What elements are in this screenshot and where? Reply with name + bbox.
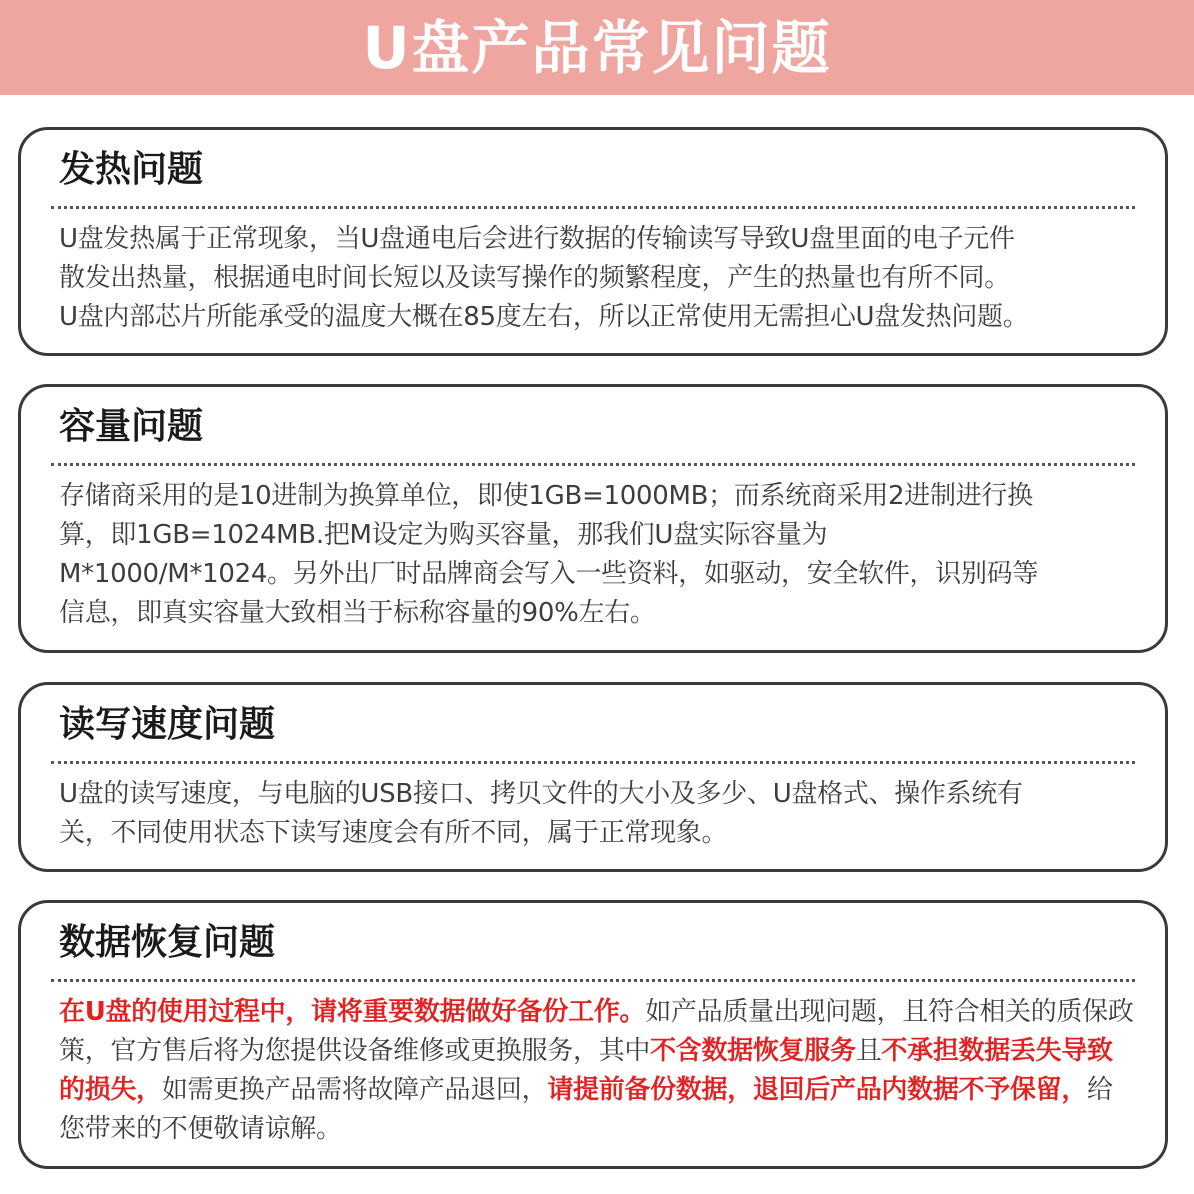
body-text: 如需更换产品需将故障产品退回， [161,1075,548,1105]
warning-text: 在U盘的使用过程中，请将重要数据做好备份工作。 [59,997,646,1027]
section-body [59,993,1135,1149]
dotted-divider [51,463,1135,466]
faq-card-capacity [18,384,1168,653]
section-title: 容量问题 [59,406,204,447]
page-title: U盘产品常见问题 [362,13,832,82]
dotted-divider [51,206,1135,209]
warning-text: 不含数据恢复服务 [650,1036,856,1066]
body-line: U盘发热属于正常现象，当U盘通电后会进行数据的传输读写导致U盘里面的电子元件 [59,224,1015,254]
dotted-divider [51,761,1135,764]
body-line: 散发出热量，根据通电时间长短以及读写操作的频繁程度，产生的热量也有所不同。 [59,263,1010,293]
body-line: M*1000/M*1024。另外出厂时品牌商会写入一些资料，如驱动，安全软件，识别码等 [59,559,1039,589]
title-banner [0,0,1194,95]
dotted-divider [51,979,1135,982]
body-line: 信息，即真实容量大致相当于标称容量的90%左右。 [59,598,656,628]
faq-card-recovery [18,900,1168,1169]
body-line: U盘的读写速度，与电脑的USB接口、拷贝文件的大小及多少、U盘格式、操作系统有 [59,779,1023,809]
section-title: 发热问题 [59,149,204,190]
body-line: U盘内部芯片所能承受的温度大概在85度左右，所以正常使用无需担心U盘发热问题。 [59,302,1029,332]
section-title: 读写速度问题 [59,704,276,745]
warning-text: 请提前备份数据，退回后产品内数据不予保留， [547,1075,1088,1105]
body-line: 关，不同使用状态下读写速度会有所不同，属于正常现象。 [59,818,728,848]
section-body [59,477,1135,633]
section-title: 数据恢复问题 [59,922,276,963]
body-text: 如产品质量出现问题，且符合相关的质保政策，官方售后将为您提供设备维修或更换服务，其中 [59,997,1134,1066]
warning-text: 不承担数据丢失导致的损失， [59,1036,1113,1105]
body-line: 存储商采用的是10进制为换算单位，即使1GB=1000MB；而系统商采用2进制进行换 [59,481,1033,511]
faq-card-speed [18,682,1168,872]
body-line: 算，即1GB=1024MB.把M设定为购买容量，那我们U盘实际容量为 [59,520,828,550]
faq-card-heat [18,127,1168,356]
section-body [59,220,1135,337]
body-text: 给您带来的不便敬请谅解。 [59,1075,1113,1144]
body-text: 且 [855,1036,882,1066]
section-body [59,775,1135,853]
